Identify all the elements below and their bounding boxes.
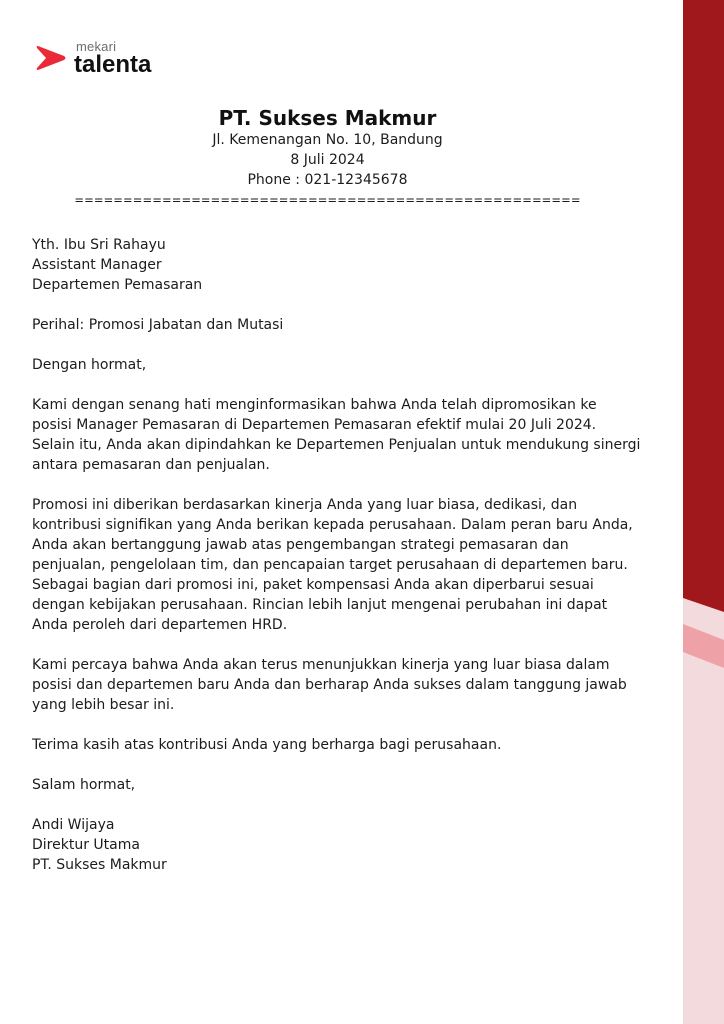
side-decoration (683, 0, 724, 1024)
paragraph-line: kontribusi signifikan yang Anda berikan kepada perusahaan. Dalam peran baru Anda, (32, 517, 633, 533)
paragraph-line: Sebagai bagian dari promosi ini, paket kompensasi Anda akan diperbarui sesuai (32, 577, 594, 593)
paragraph-details (32, 495, 642, 635)
recipient-block (32, 235, 642, 295)
paragraph-line: Kami dengan senang hati menginformasikan bahwa Anda telah dipromosikan ke (32, 397, 597, 413)
header-separator: ==================================================== (74, 193, 581, 207)
paragraph-line: yang lebih besar ini. (32, 697, 175, 713)
paragraph-line: posisi Manager Pemasaran di Departemen Pemasaran efektif mulai 20 Juli 2024. (32, 417, 597, 433)
side-decoration-dark (683, 0, 724, 612)
letter-date: 8 Juli 2024 (290, 152, 365, 168)
logo-brand-big: talenta (74, 51, 152, 78)
paragraph-line: penjualan, pengelolaan tim, dan pencapaian target perusahaan di departemen baru. (32, 557, 628, 573)
letter-closing: Salam hormat, (32, 777, 136, 793)
recipient-position: Assistant Manager (32, 257, 162, 273)
recipient-department: Departemen Pemasaran (32, 277, 203, 293)
signatory-company: PT. Sukses Makmur (32, 857, 167, 873)
paragraph-line: Selain itu, Anda akan dipindahkan ke Departemen Penjualan untuk mendukung sinergi (32, 437, 641, 453)
paragraph-line: Anda akan bertanggung jawab atas pengembangan strategi pemasaran dan (32, 537, 569, 553)
paragraph-line: posisi dan departemen baru Anda dan berharap Anda sukses dalam tanggung jawab (32, 677, 627, 693)
paragraph-announcement (32, 395, 642, 475)
paragraph-line: antara pemasaran dan penjualan. (32, 457, 270, 473)
logo-brand-small: mekari (76, 39, 117, 54)
paragraph-line: Kami percaya bahwa Anda akan terus menunjukkan kinerja yang luar biasa dalam (32, 657, 610, 673)
company-name: PT. Sukses Makmur (218, 106, 437, 130)
signatory-name: Andi Wijaya (32, 817, 115, 833)
paragraph-line: Anda peroleh dari departemen HRD. (32, 617, 288, 633)
recipient-name: Yth. Ibu Sri Rahayu (32, 237, 166, 253)
letter-thanks: Terima kasih atas kontribusi Anda yang berharga bagi perusahaan. (32, 737, 502, 753)
paragraph-encouragement (32, 655, 642, 715)
letterhead (0, 106, 655, 208)
letter-subject: Perihal: Promosi Jabatan dan Mutasi (32, 317, 284, 333)
logo-arrow-icon (36, 43, 68, 73)
signature-block (32, 815, 642, 875)
paragraph-line: Promosi ini diberikan berdasarkan kinerja Anda yang luar biasa, dedikasi, dan (32, 497, 578, 513)
paragraph-line: dengan kebijakan perusahaan. Rincian lebih lanjut mengenai perubahan ini dapat (32, 597, 608, 613)
signatory-title: Direktur Utama (32, 837, 140, 853)
company-phone: Phone : 021-12345678 (247, 172, 408, 188)
letter-body (32, 235, 642, 895)
company-address: Jl. Kemenangan No. 10, Bandung (212, 132, 443, 148)
letter-greeting: Dengan hormat, (32, 357, 147, 373)
